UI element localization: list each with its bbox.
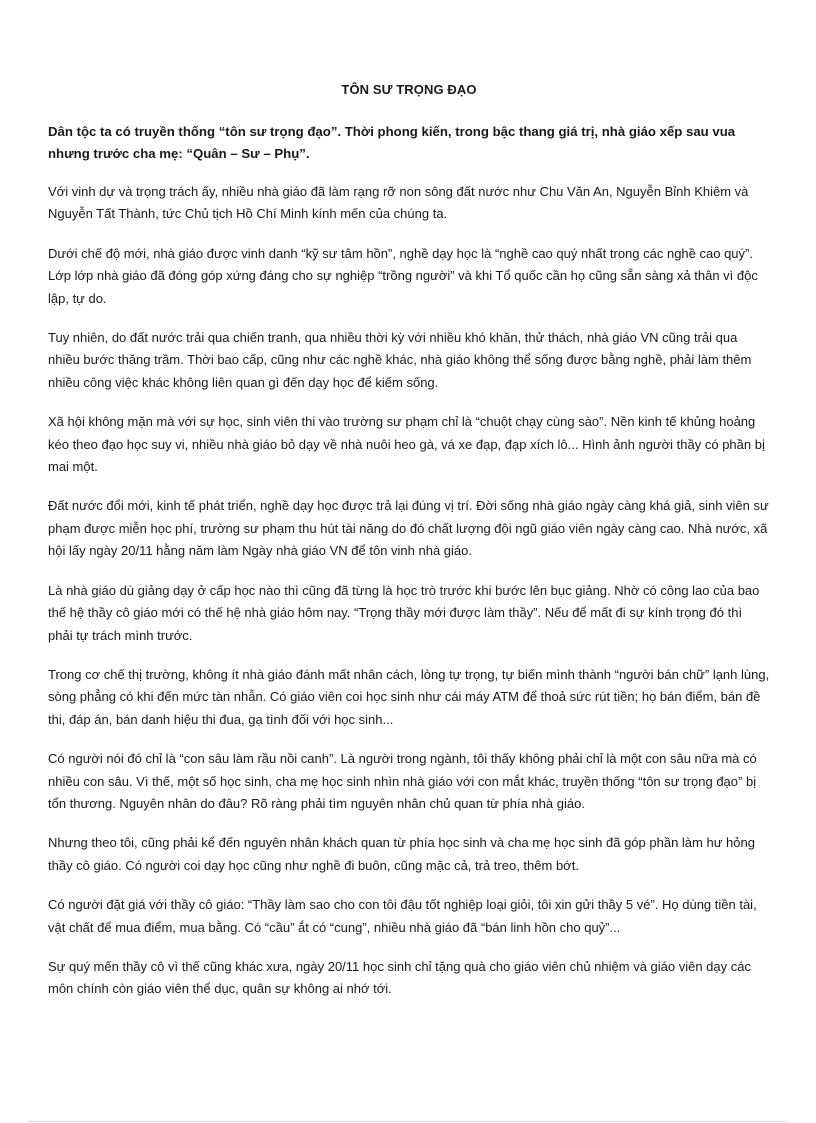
body-paragraph-4: Xã hội không mặn mà với sự học, sinh viên thi vào trường sư phạm chỉ là “chuột chạy cùng sào”. Nền kinh tế khủng hoảng kéo theo đạo học suy vi, nhiều nhà giáo bỏ dạy về nhà nuôi heo gà, vá xe đạp, đạp xích lô... Hình ảnh người thầy có phần bị mai một. — [48, 414, 765, 475]
body-paragraph-6: Là nhà giáo dù giảng dạy ở cấp học nào thì cũng đã từng là học trò trước khi bước lên bục giảng. Nhờ có công lao của bao thế hệ thầy cô giáo mới có thế hệ nhà giáo hôm nay. “Trọng thầy mới được làm thầy”. Nếu để mất đi sự kính trọng đó thì phải tự trách mình trước. — [48, 582, 760, 643]
body-paragraph-9: Nhưng theo tôi, cũng phải kể đến nguyên nhân khách quan từ phía học sinh và cha mẹ học sinh đã góp phần làm hư hỏng thầy cô giáo. Có người coi dạy học cũng như nghề đi buôn, cũng mặc cả, trả treo, thêm bớt. — [48, 835, 755, 873]
body-paragraph-3: Tuy nhiên, do đất nước trải qua chiến tranh, qua nhiều thời kỳ với nhiều khó khăn, thử thách, nhà giáo VN cũng trải qua nhiều bước thăng trầm. Thời bao cấp, cũng như các nghề khác, nhà giáo không thể sống được bằng nghề, phải làm thêm nhiều công việc khác không liên quan gì đến dạy học để kiếm sống. — [48, 330, 752, 390]
document-page — [48, 72, 770, 1001]
lead-paragraph: Dân tộc ta có truyền thống “tôn sư trọng đạo”. Thời phong kiến, trong bậc thang giá trị, nhà giáo xếp sau vua nhưng trước cha mẹ: “Quân – Sư – Phụ”. — [48, 124, 736, 161]
page-bottom-divider — [28, 1121, 788, 1122]
body-paragraph-2: Dưới chế độ mới, nhà giáo được vinh danh “kỹ sư tâm hồn”, nghề dạy học là “nghề cao quý nhất trong các nghề cao quý”. Lớp lớp nhà giáo đã đóng góp xứng đáng cho sự nghiệp “trồng người” và khi Tổ quốc cần họ cũng sẵn sàng xả thân vì độc lập, tự do. — [48, 245, 758, 306]
document-title: TÔN SƯ TRỌNG ĐẠO — [341, 82, 477, 97]
body-paragraph-1: Với vinh dự và trọng trách ấy, nhiều nhà giáo đã làm rạng rỡ non sông đất nước như Chu Văn An, Nguyễn Bỉnh Khiêm và Nguyễn Tất Thành, tức Chủ tịch Hồ Chí Minh kính mến của chúng ta. — [48, 184, 749, 222]
body-paragraph-10: Có người đặt giá với thầy cô giáo: “Thầy làm sao cho con tôi đậu tốt nghiệp loại giỏi, tôi xin gửi thầy 5 vé”. Họ dùng tiền tài, vật chất để mua điểm, mua bằng. Có “cầu” ắt có “cung”, nhiều nhà giáo đã “bán linh hồn cho quỷ”... — [48, 897, 757, 935]
body-paragraph-5: Đất nước đổi mới, kinh tế phát triển, nghề dạy học được trả lại đúng vị trí. Đời sống nhà giáo ngày càng khá giả, sinh viên sư phạm được miễn học phí, trường sư phạm thu hút tài năng do đó chất lượng đội ngũ giáo viên ngày càng cao. Nhà nước, xã hội lấy ngày 20/11 hằng năm làm Ngày nhà giáo VN để tôn vinh nhà giáo. — [48, 498, 769, 559]
body-paragraph-11: Sự quý mến thầy cô vì thế cũng khác xưa, ngày 20/11 học sinh chỉ tặng quà cho giáo viên chủ nhiệm và giáo viên dạy các môn chính còn giáo viên thể dục, quân sự không ai nhớ tới. — [48, 958, 751, 997]
body-paragraph-7: Trong cơ chế thị trường, không ít nhà giáo đánh mất nhân cách, lòng tự trọng, tự biến mình thành “người bán chữ” lạnh lùng, sòng phẳng có khi đến mức tàn nhẫn. Có giáo viên coi học sinh như cái máy ATM để thoả sức rút tiền; họ bán điểm, bán đề thi, đáp án, bán danh hiệu thi đua, gạ tình đối với học sinh... — [48, 666, 770, 727]
body-paragraph-8: Có người nói đó chỉ là “con sâu làm rầu nồi canh”. Là người trong ngành, tôi thấy không phải chỉ là một con sâu nữa mà có nhiều con sâu. Vì thế, một số học sinh, cha mẹ học sinh nhìn nhà giáo với con mắt khác, truyền thống “tôn sư trọng đạo” bị tổn thương. Nguyên nhân do đâu? Rõ ràng phải tìm nguyên nhân chủ quan từ phía nhà giáo. — [48, 751, 757, 811]
